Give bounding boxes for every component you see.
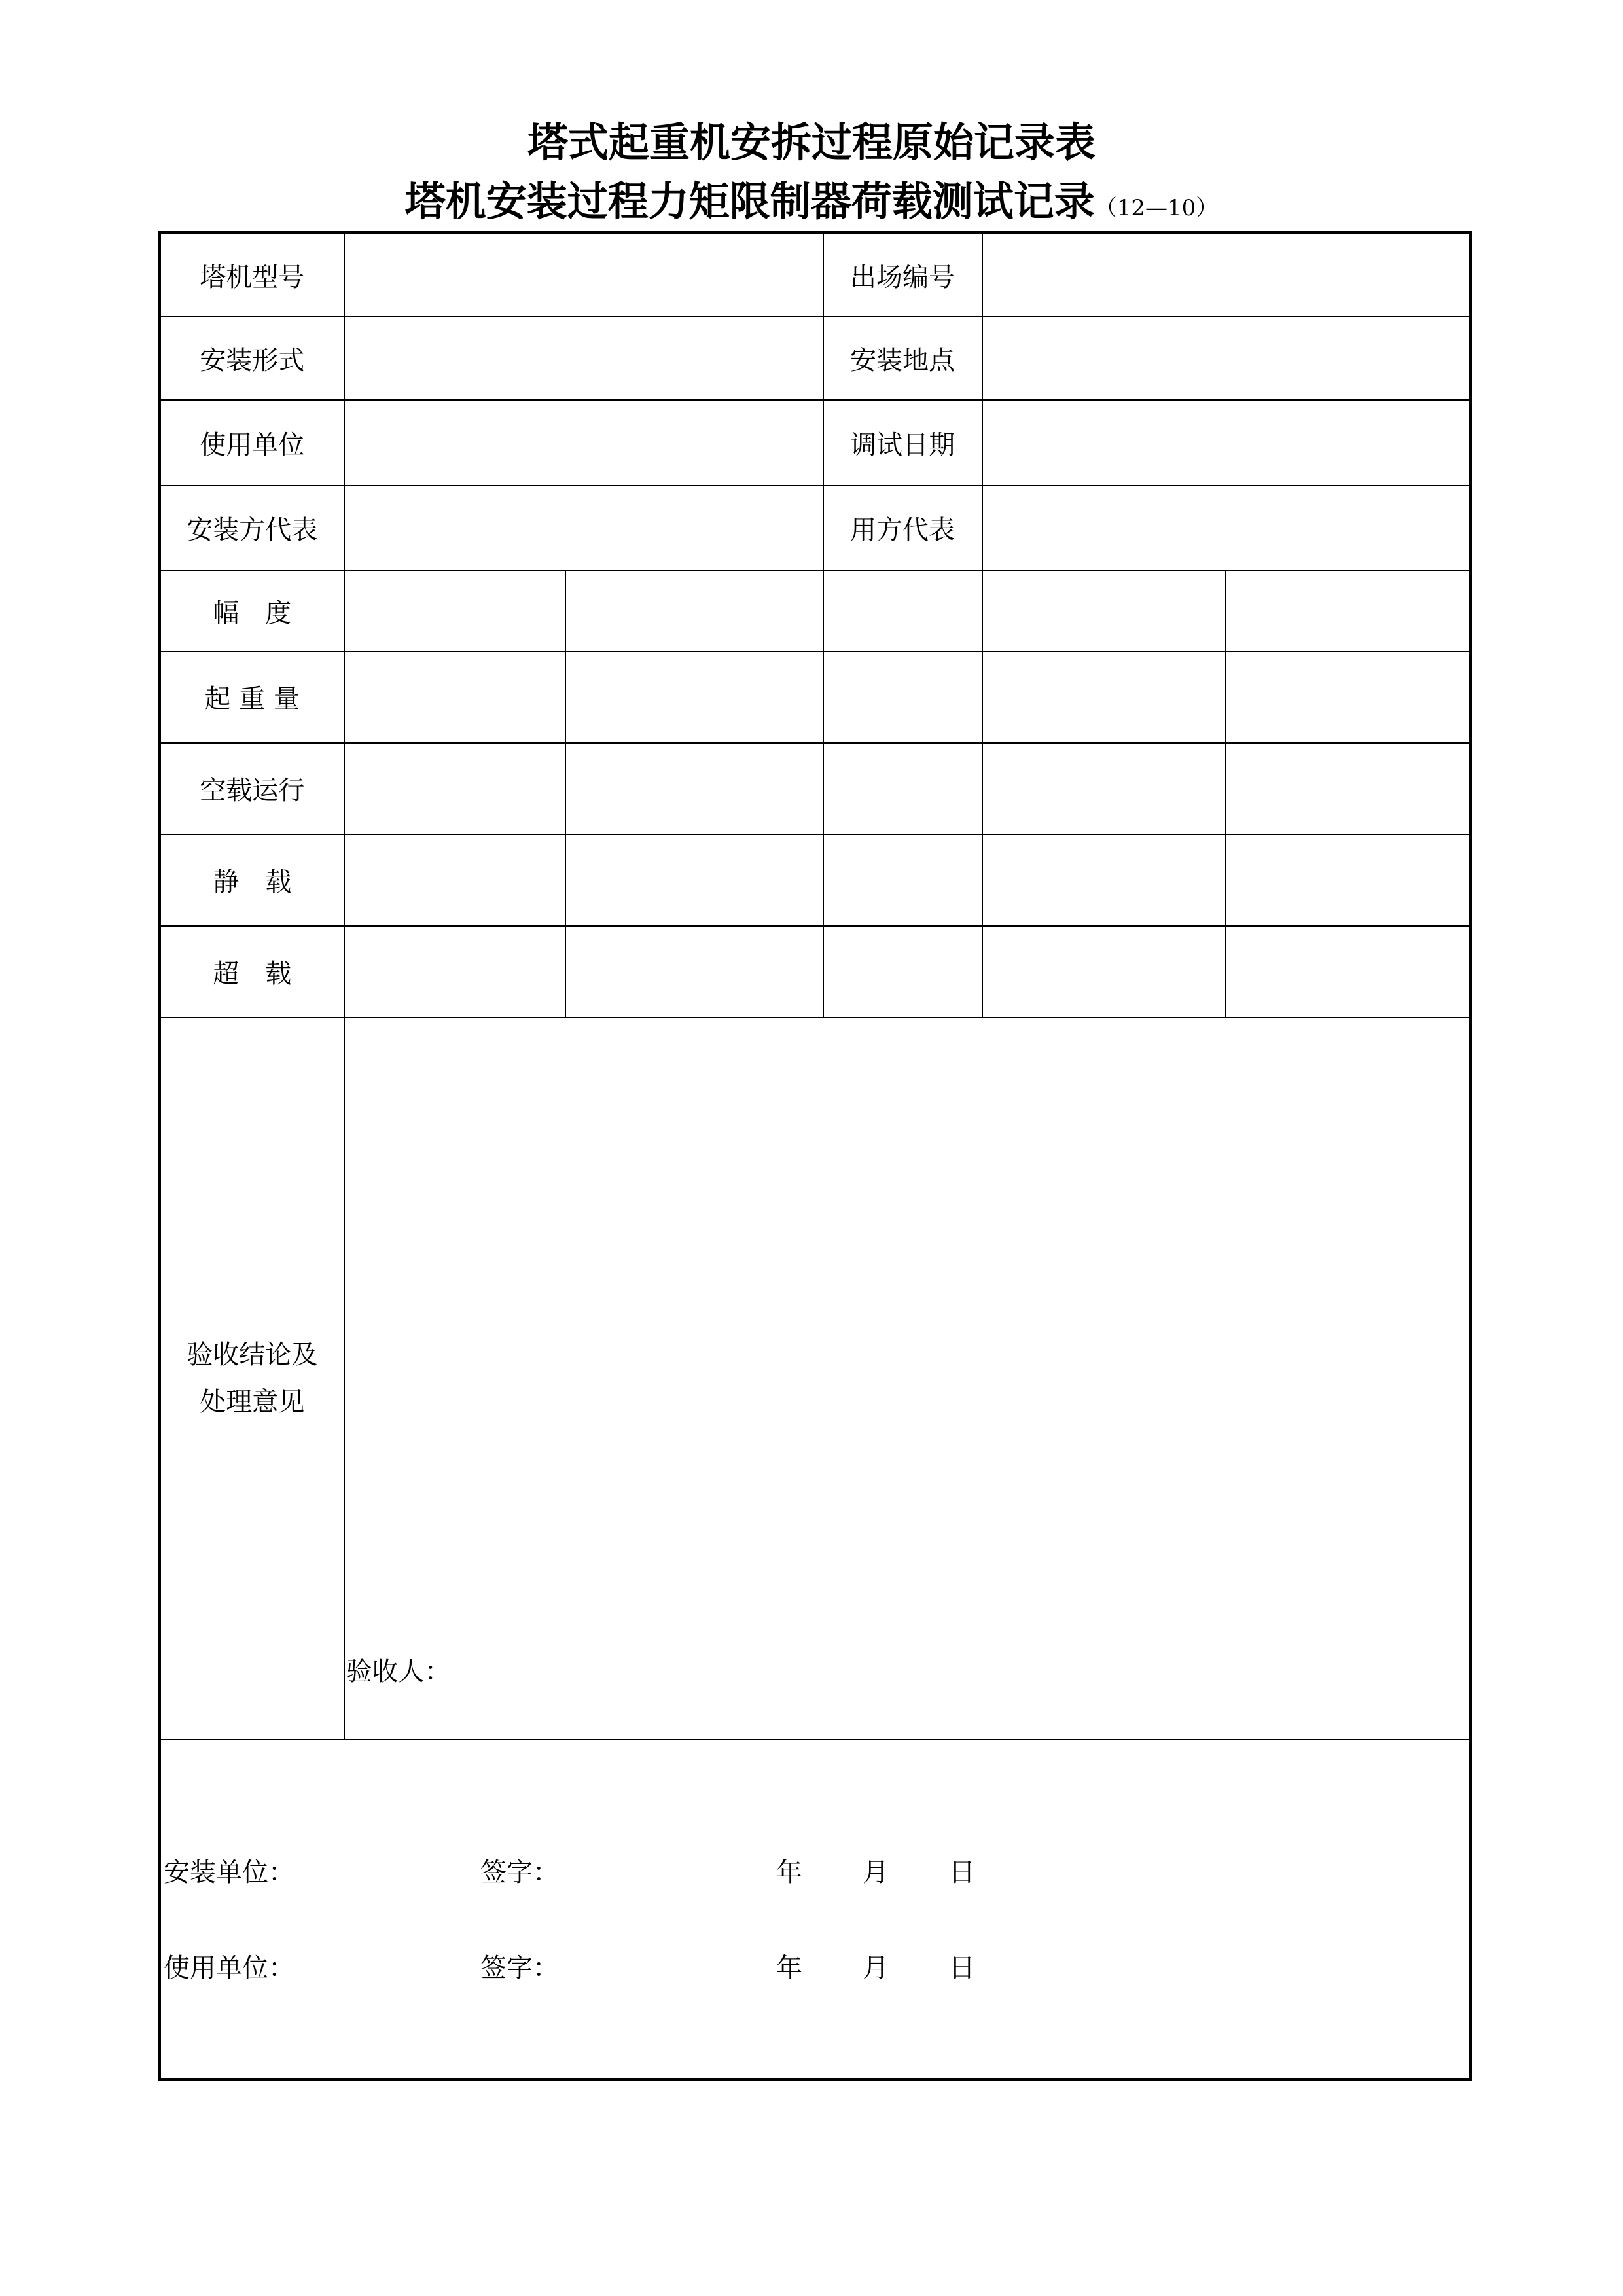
user-rep-label: 用方代表 xyxy=(823,486,982,571)
install-unit-signature-line xyxy=(164,1852,1342,1891)
no-load-label: 空载运行 xyxy=(160,743,344,834)
subtitle-text: 塔机安装过程力矩限制器荷载测试记录 xyxy=(404,177,1095,225)
table-row xyxy=(160,1740,1471,2080)
use-unit-signature-line xyxy=(164,1947,1342,1986)
lifting-weight-cell[interactable] xyxy=(344,651,565,743)
amplitude-cell[interactable] xyxy=(823,571,982,651)
no-load-cell[interactable] xyxy=(982,743,1226,834)
table-row xyxy=(160,651,1471,743)
static-load-label: 静 载 xyxy=(160,834,344,926)
user-rep-field[interactable] xyxy=(982,486,1471,571)
serial-number-label: 出场编号 xyxy=(823,233,982,317)
lifting-weight-cell[interactable] xyxy=(982,651,1226,743)
table-row xyxy=(160,400,1471,486)
tower-crane-model-label: 塔机型号 xyxy=(160,233,344,317)
form-code: （12—10） xyxy=(1094,195,1219,221)
static-load-cell[interactable] xyxy=(1226,834,1471,926)
overload-cell[interactable] xyxy=(344,926,565,1018)
installer-rep-field[interactable] xyxy=(344,486,823,571)
overload-label: 超 载 xyxy=(160,926,344,1018)
no-load-cell[interactable] xyxy=(344,743,565,834)
amplitude-cell[interactable] xyxy=(982,571,1226,651)
month-label: 月 xyxy=(863,1952,889,1983)
table-row xyxy=(160,743,1471,834)
page-subtitle xyxy=(0,175,1623,234)
table-row xyxy=(160,926,1471,1018)
install-site-field[interactable] xyxy=(982,317,1471,400)
record-table xyxy=(158,231,1472,2081)
install-form-field[interactable] xyxy=(344,317,823,400)
table-row xyxy=(160,486,1471,571)
serial-number-field[interactable] xyxy=(982,233,1471,317)
no-load-cell[interactable] xyxy=(1226,743,1471,834)
page-title: 塔式起重机安拆过程原始记录表 xyxy=(527,118,1096,166)
tower-crane-model-field[interactable] xyxy=(344,233,823,317)
inspector-label: 验收人： xyxy=(346,1656,451,1687)
static-load-cell[interactable] xyxy=(823,834,982,926)
acceptance-conclusion-field[interactable] xyxy=(344,1018,1471,1740)
debug-date-field[interactable] xyxy=(982,400,1471,486)
static-load-cell[interactable] xyxy=(344,834,565,926)
lifting-weight-label: 起 重 量 xyxy=(160,651,344,743)
install-site-label: 安装地点 xyxy=(823,317,982,400)
debug-date-label: 调试日期 xyxy=(823,400,982,486)
lifting-weight-cell[interactable] xyxy=(565,651,823,743)
acceptance-label-line2: 处理意见 xyxy=(200,1387,305,1417)
table-row xyxy=(160,233,1471,317)
signature-area xyxy=(160,1740,1471,2080)
install-unit-label: 安装单位： xyxy=(164,1857,294,1888)
sign-label: 签字： xyxy=(480,1857,559,1888)
month-label: 月 xyxy=(863,1857,889,1888)
table-row xyxy=(160,1018,1471,1740)
lifting-weight-cell[interactable] xyxy=(1226,651,1471,743)
static-load-cell[interactable] xyxy=(565,834,823,926)
overload-cell[interactable] xyxy=(1226,926,1471,1018)
sign-label: 签字： xyxy=(480,1952,559,1983)
user-unit-field[interactable] xyxy=(344,400,823,486)
no-load-cell[interactable] xyxy=(823,743,982,834)
table-row xyxy=(160,571,1471,651)
overload-cell[interactable] xyxy=(823,926,982,1018)
table-row xyxy=(160,834,1471,926)
day-label: 日 xyxy=(949,1857,975,1888)
acceptance-conclusion-label xyxy=(160,1018,344,1740)
lifting-weight-cell[interactable] xyxy=(823,651,982,743)
overload-cell[interactable] xyxy=(565,926,823,1018)
static-load-cell[interactable] xyxy=(982,834,1226,926)
no-load-cell[interactable] xyxy=(565,743,823,834)
year-label: 年 xyxy=(776,1952,802,1983)
user-unit-label: 使用单位 xyxy=(160,400,344,486)
acceptance-label-line1: 验收结论及 xyxy=(187,1340,318,1370)
install-form-label: 安装形式 xyxy=(160,317,344,400)
day-label: 日 xyxy=(949,1952,975,1983)
year-label: 年 xyxy=(776,1857,802,1888)
amplitude-cell[interactable] xyxy=(1226,571,1471,651)
table-row xyxy=(160,317,1471,400)
amplitude-label: 幅 度 xyxy=(160,571,344,651)
overload-cell[interactable] xyxy=(982,926,1226,1018)
amplitude-cell[interactable] xyxy=(344,571,565,651)
installer-rep-label: 安装方代表 xyxy=(160,486,344,571)
amplitude-cell[interactable] xyxy=(565,571,823,651)
use-unit-label: 使用单位： xyxy=(164,1952,294,1983)
